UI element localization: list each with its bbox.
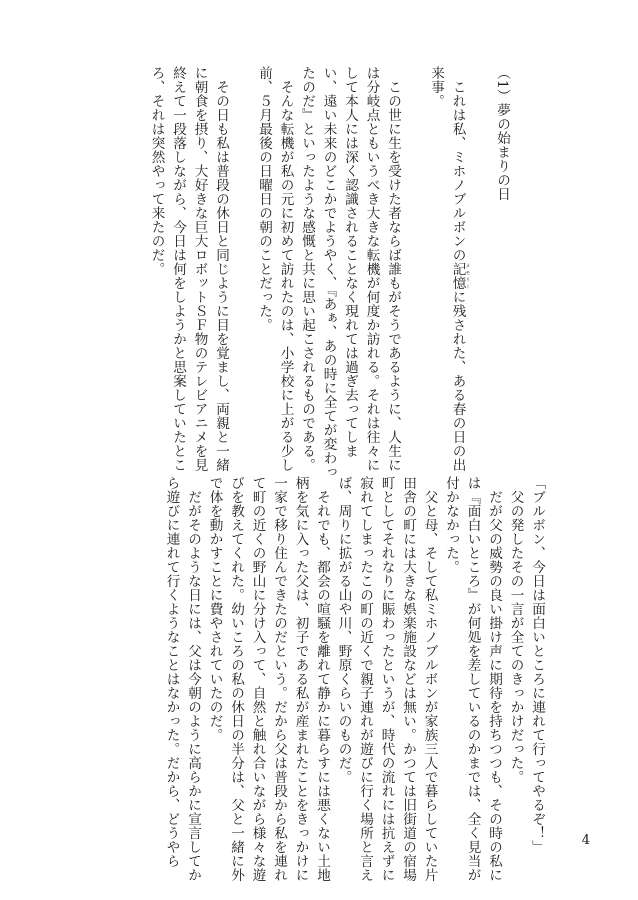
text-line: これは私、ミホノブルボンの記憶 メモリーに残された、ある春の日の出 bbox=[449, 66, 471, 472]
text-line: たのだ』といったような感慨と共に思い起こされるものである。 bbox=[299, 66, 315, 472]
text-line: して本人には深く認識されることなく現れては過ぎ去ってしま bbox=[342, 66, 358, 458]
text-line: は分岐点ともいうべき大きな転機が何度か訪れる。それは往々に bbox=[363, 66, 380, 472]
text-line: びを教えてくれた。幼いころの私の休日の半分は、父と一緒に外 bbox=[228, 476, 244, 882]
text-line: だが父の威勢の良い掛け声に期待を持ちつつも、その時の私に bbox=[486, 476, 502, 882]
text-line: ろ、それは突然やって来たのだ。 bbox=[148, 66, 165, 276]
text-line: 「ブルボン、今日は面白いところに連れて行ってやるぞ！」 bbox=[529, 476, 545, 854]
lower-text-block bbox=[160, 476, 547, 882]
text-line: 柄を気に入った父は、初子である私が産まれたことをきっかけに bbox=[292, 476, 309, 882]
text-line: 父と母、そして私ミホノブルボンが家族三人で暮らしていた片 bbox=[421, 476, 438, 882]
upper-text-block bbox=[145, 66, 512, 480]
text-line: 終えて一段落しながら、今日は何をしようかと思案していたとこ bbox=[170, 66, 186, 472]
text-line: ば、周りに拡がる山や川、野原くらいのものだ。 bbox=[335, 476, 352, 784]
text-line: 田舎の町には大きな娯楽施設などは無い。かつては旧街道の宿場 bbox=[400, 476, 416, 882]
blank-line bbox=[231, 66, 253, 436]
text-line: それでも、都会の喧騒を離れて静かに暮らすには悪くない土地 bbox=[314, 476, 330, 882]
text-line: そんな転機が私の元に初めて訪れたのは、小学校に上がる少し bbox=[277, 66, 294, 472]
text-line: い、遠い未来のどこかでようやく、『あぁ、あの時に全てが変わっ bbox=[320, 66, 337, 480]
text-line: に朝食を摂り、大好きな巨大ロボットＳＦ物のテレビアニメを見 bbox=[191, 66, 208, 472]
chapter-title: （1）夢の始まりの日 bbox=[494, 66, 510, 202]
text-line: 町としてそれなりに賑わったというが、時代の流れには抗えずに bbox=[378, 476, 395, 882]
text-line: は『面白いところ』が何処を差しているのかまでは、全く見当が bbox=[464, 476, 481, 882]
text-line: 前、５月最後の日曜日の朝のことだった。 bbox=[256, 66, 272, 332]
page-number: 4 bbox=[581, 833, 590, 848]
text-line: 寂れてしまったこの町の近くで親子連れが遊びに行く場所と言え bbox=[357, 476, 373, 882]
text-line: この世に生を受けた者ならば誰もがそうであるように、人生に bbox=[385, 66, 401, 472]
text-line: 父の発したその一言が全てのきっかけだった。 bbox=[507, 476, 524, 784]
text-line: 一家で移り住んできたのだという。だから父は普段から私を連れ bbox=[271, 476, 287, 882]
text-line: ら遊びに連れて行くようなことはなかった。だから、どうやら bbox=[163, 476, 180, 868]
ruby-word: 記憶 メモリー bbox=[449, 262, 471, 290]
text-line: だがそのような日には、父は今朝のように高らかに宣言してか bbox=[185, 476, 201, 882]
text-line: で体を動かすことに費やされていたのだ。 bbox=[206, 476, 223, 742]
text-line: 付かなかった。 bbox=[443, 476, 459, 574]
text-line: て町の近くの野山に分け入って、自然と触れ合いながら様々な遊 bbox=[249, 476, 266, 882]
blank-line bbox=[403, 66, 425, 436]
text-line: その日も私は普段の休日と同じように目を覚まし、両親と一緒 bbox=[213, 66, 229, 472]
text-line: 来事。 bbox=[428, 66, 444, 108]
